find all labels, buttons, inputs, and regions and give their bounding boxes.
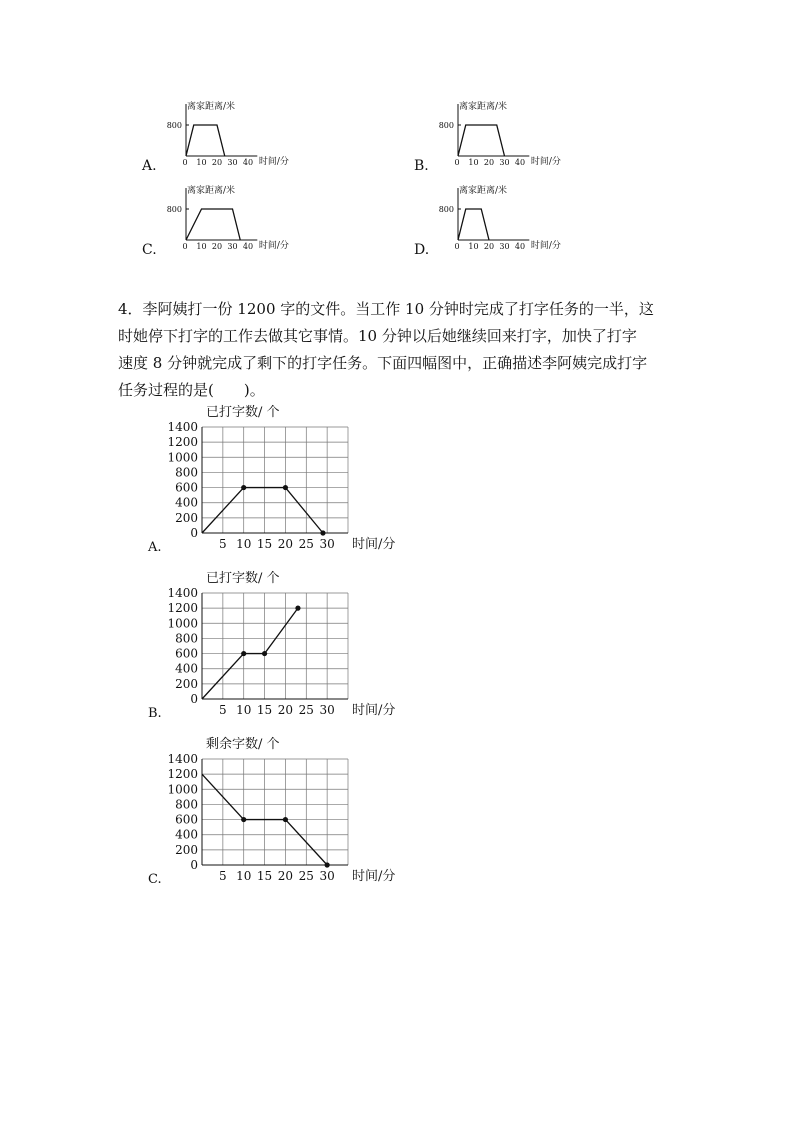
series-line <box>186 125 225 156</box>
y-tick-label: 200 <box>175 842 198 857</box>
x-axis-label: 时间/分 <box>258 241 289 251</box>
data-point <box>283 817 288 822</box>
y-axis-label: 离家距离/米 <box>459 186 508 196</box>
y-tick-label: 400 <box>175 495 198 510</box>
y-tick-label: 400 <box>175 661 198 676</box>
x-tick-label: 5 <box>219 537 227 551</box>
y-tick-label: 0 <box>190 858 198 872</box>
y-tick-label: 600 <box>175 646 198 661</box>
chart-title: 已打字数/ 个 <box>206 571 280 586</box>
option-label-a: A. <box>142 158 157 174</box>
x-tick-label: 30 <box>499 242 510 251</box>
x-tick-label: 5 <box>219 703 227 717</box>
x-tick-label: 30 <box>319 703 335 717</box>
small-chart-a <box>166 98 303 170</box>
y-tick-label: 1000 <box>167 450 198 465</box>
y-tick-label: 1200 <box>167 435 198 450</box>
y-tick-label: 800 <box>175 465 198 480</box>
y-tick-label: 1400 <box>167 752 198 766</box>
x-tick-label: 40 <box>514 158 526 167</box>
x-tick-label: 20 <box>211 242 223 251</box>
small-chart-c <box>166 182 303 254</box>
x-tick-label: 0 <box>182 158 188 167</box>
x-tick-label: 20 <box>211 158 223 167</box>
y-tick-label: 0 <box>190 692 198 706</box>
y-tick-label: 800 <box>438 205 454 214</box>
x-tick-label: 40 <box>242 158 254 167</box>
x-tick-label: 0 <box>182 242 188 251</box>
y-tick-label: 0 <box>190 526 198 540</box>
x-axis-label: 时间/分 <box>258 157 289 167</box>
x-tick-label: 20 <box>277 703 294 717</box>
question-line: 任务过程的是( )。 <box>118 381 265 399</box>
data-point <box>262 651 267 656</box>
chart-title: 已打字数/ 个 <box>206 405 280 420</box>
data-point <box>241 485 246 490</box>
x-tick-label: 25 <box>298 703 314 717</box>
option-label-b: B. <box>414 158 429 174</box>
x-tick-label: 30 <box>227 242 238 251</box>
x-axis-label: 时间/分 <box>352 869 396 884</box>
x-tick-label: 20 <box>277 537 294 551</box>
x-tick-label: 10 <box>236 869 252 883</box>
x-tick-label: 20 <box>483 242 495 251</box>
option-label: B. <box>148 706 162 721</box>
y-tick-label: 1000 <box>167 616 198 631</box>
y-tick-label: 800 <box>166 205 182 214</box>
x-tick-label: 30 <box>319 537 335 551</box>
x-tick-label: 30 <box>227 158 238 167</box>
answer-chart-c <box>140 732 410 892</box>
x-axis-label: 时间/分 <box>352 703 396 718</box>
x-tick-label: 10 <box>196 158 207 167</box>
x-tick-label: 0 <box>454 242 460 251</box>
option-label: C. <box>148 872 162 887</box>
y-tick-label: 600 <box>175 812 198 827</box>
x-axis-label: 时间/分 <box>530 241 561 251</box>
question-4 <box>118 296 688 404</box>
y-axis-label: 离家距离/米 <box>459 102 508 112</box>
x-tick-label: 15 <box>256 703 273 717</box>
y-tick-label: 1400 <box>167 420 198 434</box>
x-tick-label: 20 <box>277 869 294 883</box>
x-tick-label: 10 <box>468 242 479 251</box>
data-point <box>241 651 246 656</box>
small-chart-d <box>438 182 575 254</box>
x-tick-label: 10 <box>236 703 252 717</box>
data-point <box>320 530 325 535</box>
x-tick-label: 40 <box>514 242 526 251</box>
x-tick-label: 25 <box>298 869 314 883</box>
x-tick-label: 20 <box>483 158 495 167</box>
x-tick-label: 30 <box>319 869 335 883</box>
x-tick-label: 30 <box>499 158 510 167</box>
data-point <box>283 485 288 490</box>
y-tick-label: 1200 <box>167 601 198 616</box>
answer-chart-b <box>140 566 410 726</box>
y-tick-label: 800 <box>438 121 454 130</box>
question-line: 速度 8 分钟就完成了剩下的打字任务。下面四幅图中，正确描述李阿姨完成打字 <box>118 354 648 372</box>
y-tick-label: 200 <box>175 510 198 525</box>
x-axis-label: 时间/分 <box>352 537 396 552</box>
y-tick-label: 400 <box>175 827 198 842</box>
x-tick-label: 15 <box>256 869 273 883</box>
x-tick-label: 25 <box>298 537 314 551</box>
y-axis-label: 离家距离/米 <box>187 186 236 196</box>
y-tick-label: 800 <box>166 121 182 130</box>
x-tick-label: 15 <box>256 537 273 551</box>
y-tick-label: 800 <box>175 797 198 812</box>
y-axis-label: 离家距离/米 <box>187 102 236 112</box>
x-tick-label: 10 <box>468 158 479 167</box>
x-tick-label: 5 <box>219 869 227 883</box>
x-axis-label: 时间/分 <box>530 157 561 167</box>
chart-title: 剩余字数/ 个 <box>206 737 280 752</box>
series-line <box>458 209 489 240</box>
data-point <box>325 862 330 867</box>
y-tick-label: 800 <box>175 631 198 646</box>
option-label-d: D. <box>414 242 430 258</box>
question-line: 时她停下打字的工作去做其它事情。10 分钟以后她继续回来打字，加快了打字 <box>118 327 637 345</box>
y-tick-label: 1000 <box>167 782 198 797</box>
series-line <box>458 125 505 156</box>
option-label: A. <box>148 540 162 555</box>
x-tick-label: 40 <box>242 242 254 251</box>
question-line: 4．李阿姨打一份 1200 字的文件。当工作 10 分钟时完成了打字任务的一半，这 <box>118 300 654 318</box>
series-line <box>186 209 240 240</box>
data-point <box>295 606 300 611</box>
answer-chart-a <box>140 400 410 560</box>
small-chart-b <box>438 98 575 170</box>
data-point <box>241 817 246 822</box>
series-line <box>202 488 323 533</box>
x-tick-label: 10 <box>196 242 207 251</box>
y-tick-label: 600 <box>175 480 198 495</box>
y-tick-label: 200 <box>175 676 198 691</box>
option-label-c: C. <box>142 242 157 258</box>
x-tick-label: 10 <box>236 537 252 551</box>
y-tick-label: 1200 <box>167 767 198 782</box>
x-tick-label: 0 <box>454 158 460 167</box>
y-tick-label: 1400 <box>167 586 198 600</box>
